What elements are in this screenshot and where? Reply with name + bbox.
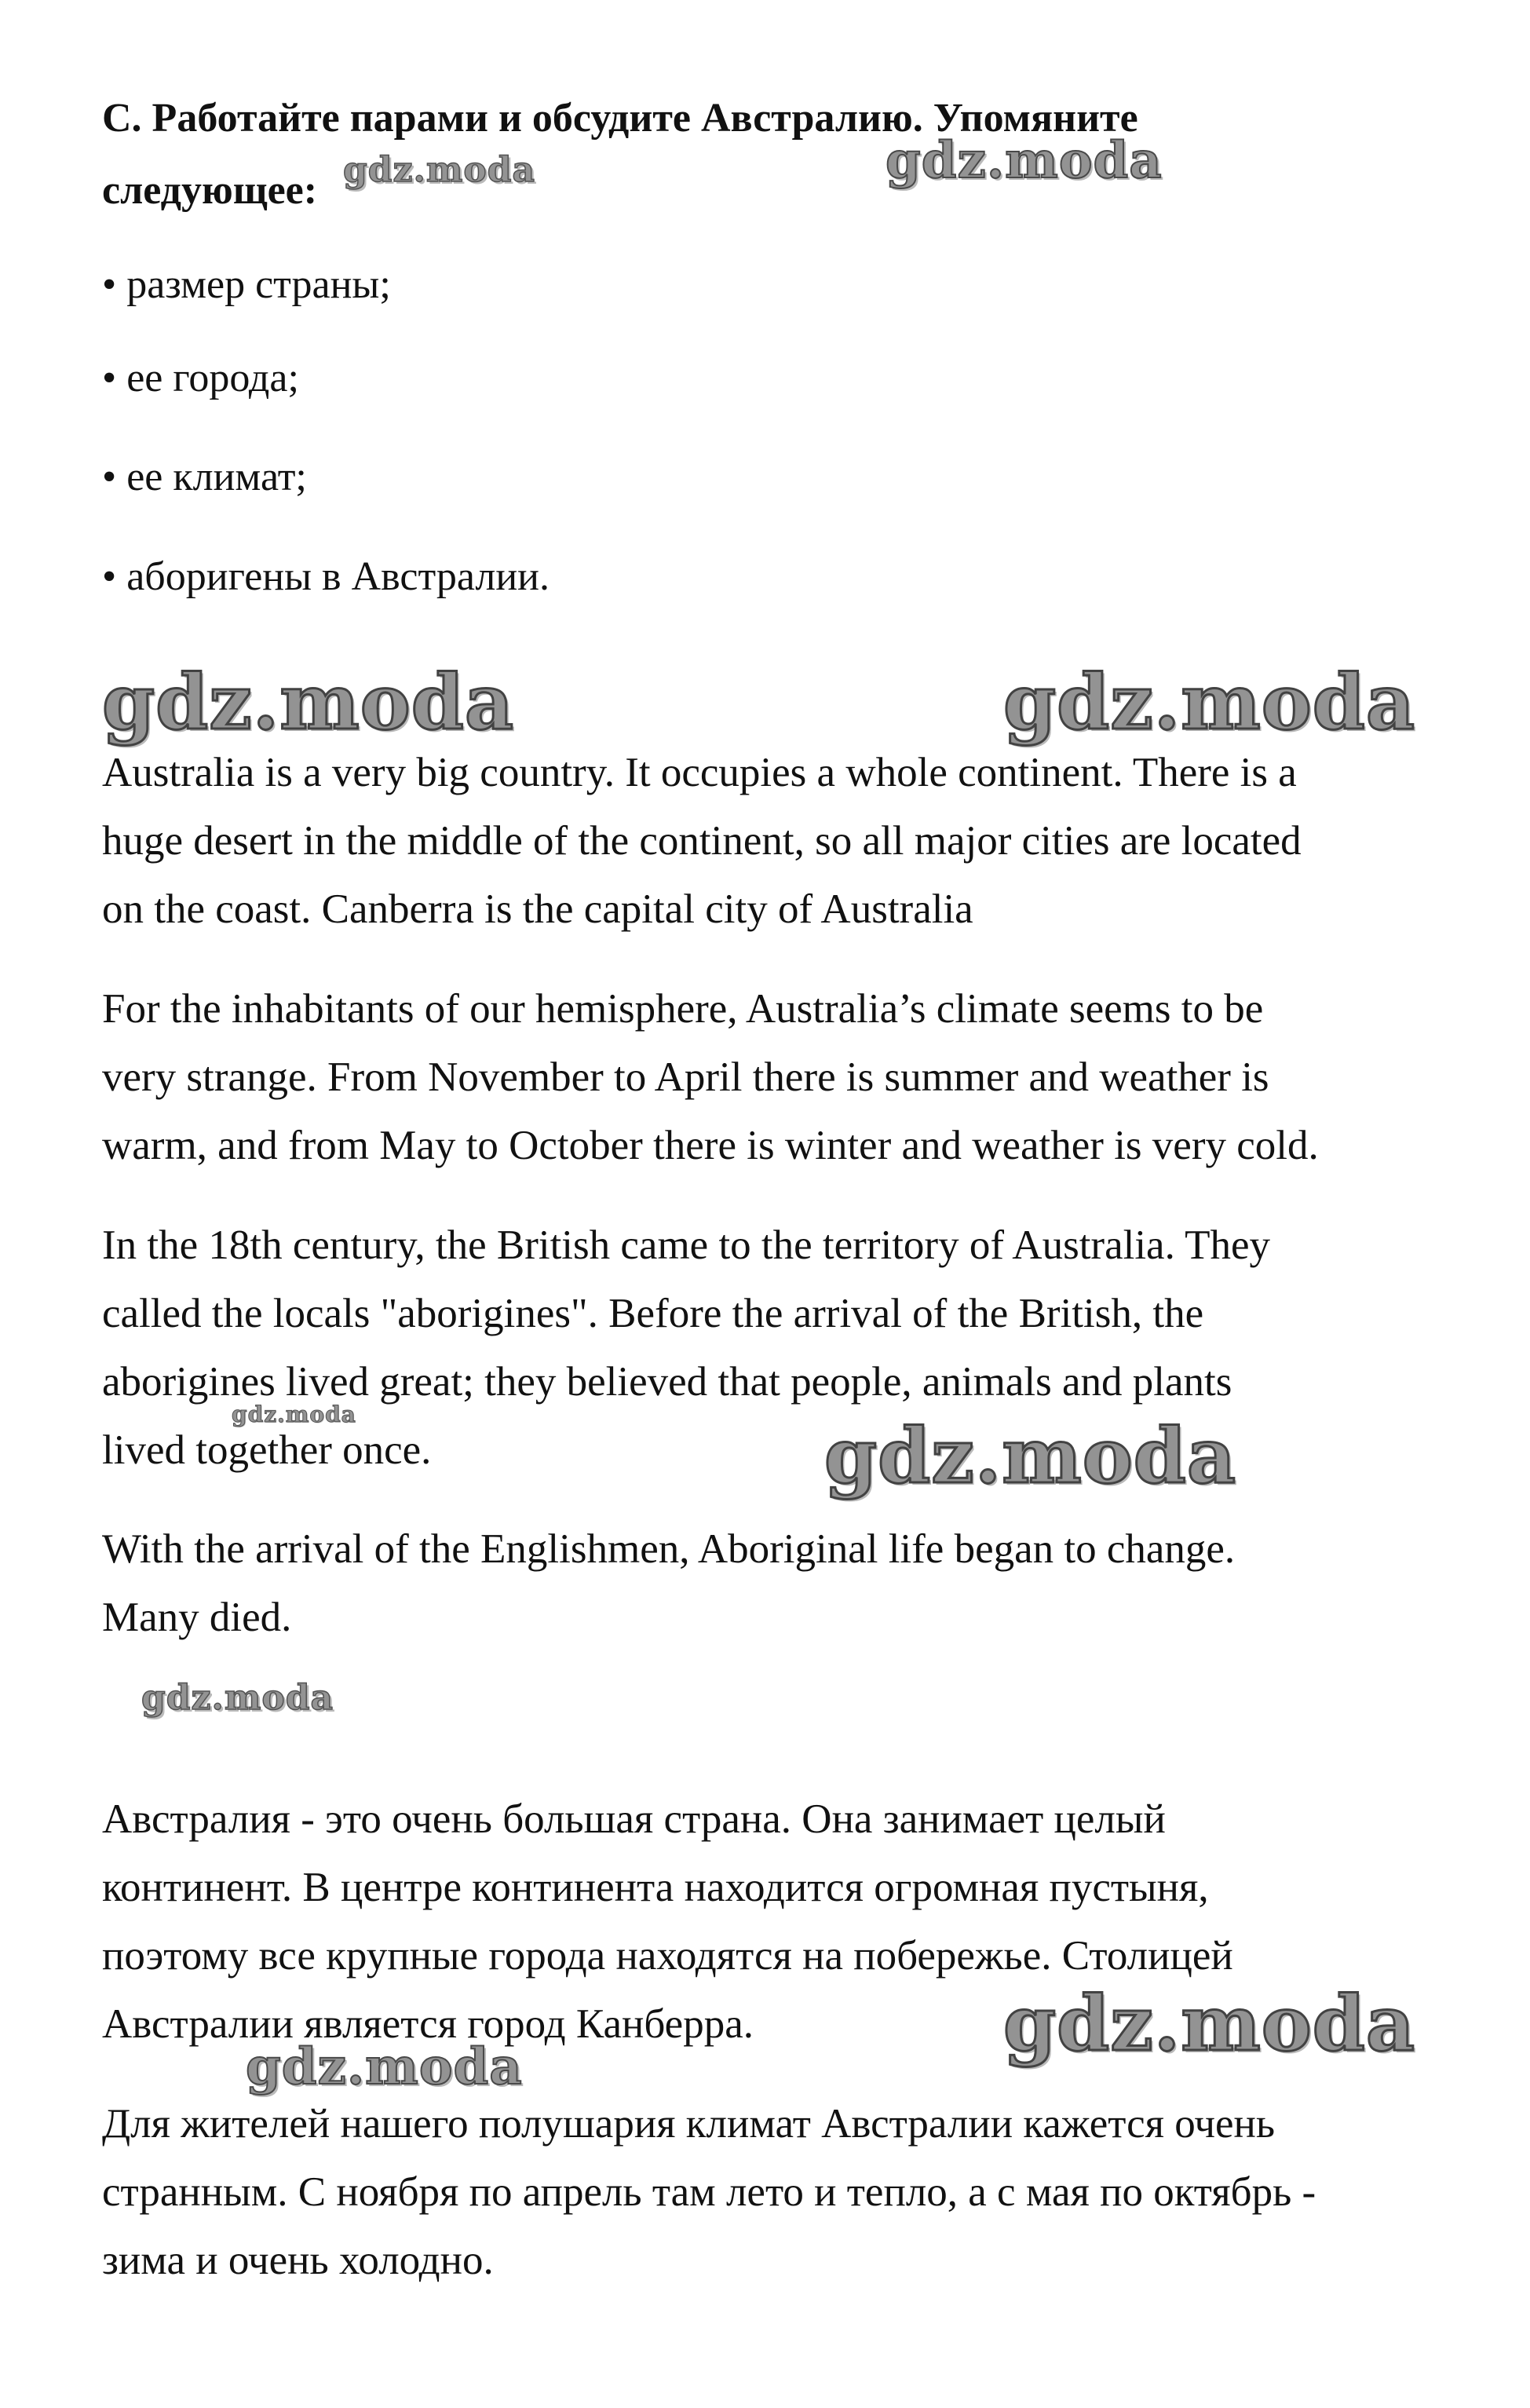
text-line: странным. С ноября по апрель там лето и тепло, а с мая по октябрь - (102, 2169, 1316, 2215)
task-heading-line-2: следующее: (102, 168, 318, 213)
text-line: зима и очень холодно. (102, 2238, 494, 2283)
task-heading (102, 82, 1437, 227)
text-line: Австралия - это очень большая страна. Она занимает целый (102, 1796, 1166, 1842)
english-paragraph-size (102, 739, 1484, 944)
watermark: gdz.moda (886, 131, 1163, 190)
english-paragraph-aborigines (102, 1211, 1484, 1485)
text-line: поэтому все крупные города находятся на побережье. Столицей (102, 1933, 1233, 1979)
text-line: With the arrival of the Englishmen, Aboriginal life began to change. (102, 1526, 1236, 1572)
text-line: aborigines lived great; they believed that people, animals and plants (102, 1359, 1232, 1405)
text-line: Для жителей нашего полушария климат Австралии кажется очень (102, 2101, 1276, 2147)
bullet-item: • ее климат; (102, 455, 307, 499)
text-line: lived together once. (102, 1427, 432, 1473)
text-line: In the 18th century, the British came to the territory of Australia. They (102, 1222, 1271, 1268)
watermark: gdz.moda (1003, 1979, 1416, 2068)
text-line: called the locals "aborigines". Before the arrival of the British, the (102, 1291, 1204, 1336)
text-line: Many died. (102, 1595, 292, 1640)
bullet-item: • размер страны; (102, 262, 391, 307)
bullet-item: • аборигены в Австралии. (102, 554, 550, 599)
watermark: gdz.moda (246, 2037, 523, 2096)
english-paragraph-climate (102, 975, 1484, 1180)
watermark: gdz.moda (824, 1412, 1237, 1500)
text-line: For the inhabitants of our hemisphere, Australia’s climate seems to be (102, 986, 1264, 1032)
text-line: warm, and from May to October there is winter and weather is very cold. (102, 1123, 1319, 1168)
text-line: Австралии является город Канберра. (102, 2001, 754, 2047)
watermark: gdz.moda (343, 150, 536, 190)
text-line: on the coast. Canberra is the capital city of Australia (102, 886, 973, 932)
watermark: gdz.moda (102, 658, 515, 747)
text-line: континент. В центре континента находится огромная пустыня, (102, 1865, 1209, 1910)
text-line: Australia is a very big country. It occupies a whole continent. There is a (102, 750, 1297, 795)
bullet-item: • ее города; (102, 356, 299, 400)
russian-paragraph-climate (102, 2090, 1484, 2295)
text-line: huge desert in the middle of the continent, so all major cities are located (102, 818, 1302, 864)
english-paragraph-arrival (102, 1515, 1484, 1652)
watermark: gdz.moda (1003, 658, 1416, 747)
watermark: gdz.moda (232, 1401, 356, 1427)
watermark: gdz.moda (141, 1678, 334, 1718)
task-heading-line-1: C. Работайте парами и обсудите Австралию. Упомяните (102, 96, 1138, 141)
text-line: very strange. From November to April there is summer and weather is (102, 1054, 1269, 1100)
